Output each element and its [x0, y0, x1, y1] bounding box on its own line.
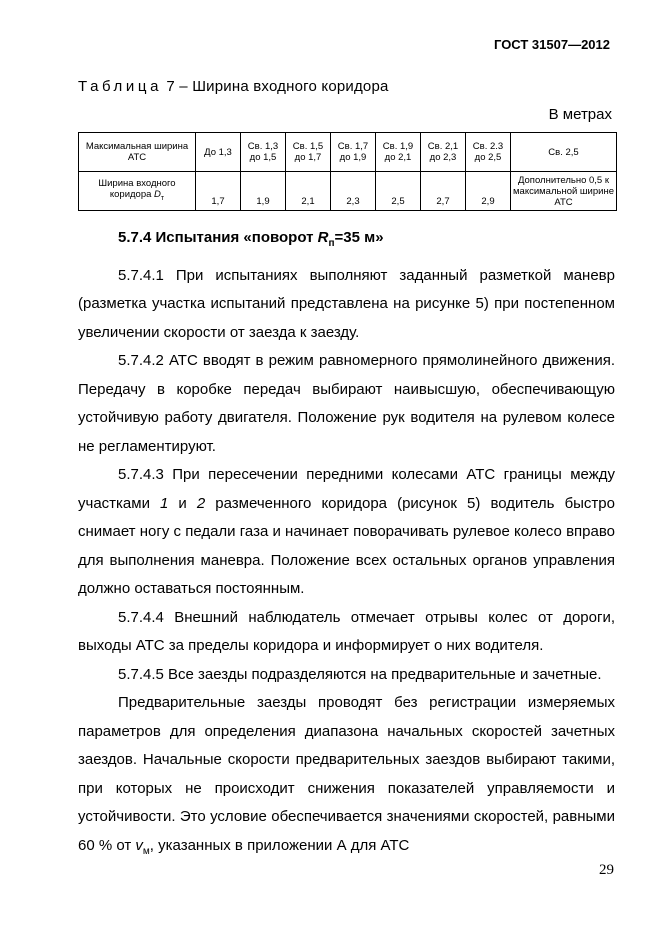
paragraph-text: , указанных в приложении А для АТС	[149, 836, 410, 854]
width-table	[78, 132, 617, 211]
col-header: Св. 1,9 до 2,1	[376, 133, 421, 172]
symbol-subscript: п	[328, 238, 335, 249]
segment-number: 1	[160, 494, 169, 512]
row-header-max-width: Максимальная ширина АТС	[79, 133, 196, 172]
table-row	[79, 133, 617, 172]
paragraph-text: 5.7.4.3 При пересечении передними колесами АТС границы между участками	[78, 466, 615, 512]
paragraph-text: размеченного коридора (рисунок 5) водитель быстро снимает ногу с педали газа и начинает поворачивать рулевое колесо вправо для выполнения маневра. Положение всех остальных органов управления должно оставаться постоянным.	[78, 494, 615, 597]
table-caption-word: Таблица	[78, 78, 163, 95]
document-code: ГОСТ 31507—2012	[494, 37, 610, 52]
section-title	[78, 224, 615, 259]
symbol-v: v	[135, 836, 143, 854]
paragraph: 5.7.4.2 АТС вводят в режим равномерного прямолинейного движения. Передачу в коробке передач выбирают наивысшую, обеспечивающую устойчивую работу двигателя. Положение рук водителя на рулевом колесе не регламентируют.	[78, 352, 615, 455]
table-cell: Дополнительно 0,5 к максимальной ширине АТС	[511, 172, 617, 211]
col-header: Св. 2,5	[511, 133, 617, 172]
col-header: Св. 1,5 до 1,7	[286, 133, 331, 172]
table-cell: 1,9	[241, 172, 286, 211]
table-units: В метрах	[548, 106, 612, 123]
table-row	[79, 172, 617, 211]
table-cell: 2,1	[286, 172, 331, 211]
table-caption-title: 7 – Ширина входного коридора	[162, 78, 389, 95]
table-cell: 2,3	[331, 172, 376, 211]
row-header-corridor-width	[79, 172, 196, 211]
body-text	[78, 224, 615, 866]
col-header: Св. 2.3 до 2,5	[466, 133, 511, 172]
paragraph: 5.7.4.1 При испытаниях выполняют заданный разметкой маневр (разметка участка испытаний представлена на рисунке 5) при постепенном увеличении скорости от заезда к заезду.	[78, 266, 615, 341]
table-cell: 1,7	[196, 172, 241, 211]
col-header: До 1,3	[196, 133, 241, 172]
row-header-text: Ширина входного коридора	[98, 178, 176, 201]
table-cell: 2,5	[376, 172, 421, 211]
segment-number: 2	[196, 494, 206, 512]
symbol-r: R	[317, 229, 329, 246]
symbol-subscript: т	[160, 194, 165, 202]
paragraph: 5.7.4.4 Внешний наблюдатель отмечает отрывы колес от дороги, выходы АТС за пределы коридора и информирует о них водителя.	[78, 608, 615, 654]
table-cell: 2,7	[421, 172, 466, 211]
paragraph-text: и	[168, 494, 197, 512]
table-caption	[78, 78, 389, 95]
paragraph-text: Предварительные заезды проводят без регистрации измеряемых параметров для определения диапазона начальных скоростей зачетных заездов. Начальные скорости предварительных заездов выбирают такими, при которых не происходит снижения показателей управляемости и устойчивости. Это условие обеспечивается значениями скоростей, равными 60 % от	[78, 694, 615, 854]
section-title-suffix: =35 м»	[334, 229, 384, 246]
symbol-d: D	[154, 189, 161, 201]
paragraph	[78, 461, 615, 604]
page-number: 29	[599, 862, 614, 878]
col-header: Св. 1,7 до 1,9	[331, 133, 376, 172]
symbol-subscript: м	[142, 845, 150, 857]
paragraph: 5.7.4.5 Все заезды подразделяются на предварительные и зачетные.	[118, 665, 602, 683]
col-header: Св. 1,3 до 1,5	[241, 133, 286, 172]
paragraph	[78, 689, 615, 866]
table-cell: 2,9	[466, 172, 511, 211]
section-title-text: 5.7.4 Испытания «поворот	[118, 229, 318, 246]
col-header: Св. 2,1 до 2,3	[421, 133, 466, 172]
